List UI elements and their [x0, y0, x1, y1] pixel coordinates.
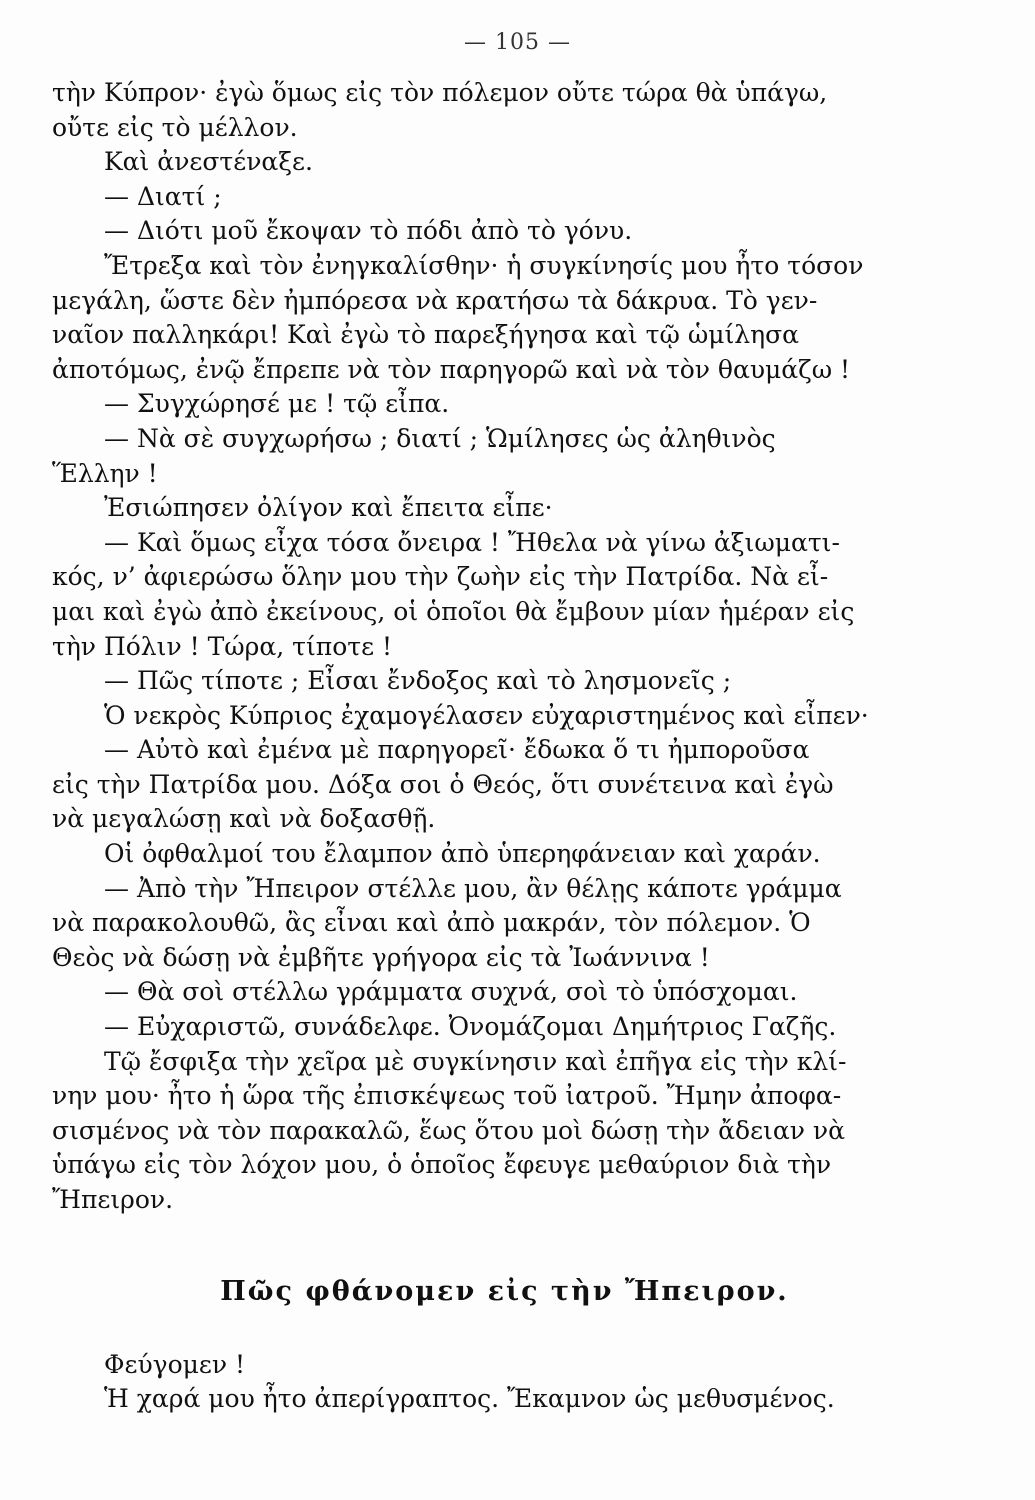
- text-line: μεγάλη, ὥστε δὲν ἠμπόρεσα νὰ κρατήσω τὰ δάκρυα. Τὸ γεν-: [52, 285, 818, 315]
- text-line: τὴν Κύπρον· ἐγὼ ὅμως εἰς τὸν πόλεμον οὔτε τώρα θὰ ὑπάγω,: [52, 78, 828, 107]
- text-line: ναῖον παλληκάρι! Καὶ ἐγὼ τὸ παρεξήγησα καὶ τῷ ὡμίλησα: [52, 320, 800, 350]
- text-line: — Καὶ ὅμως εἶχα τόσα ὄνειρα ! Ἤθελα νὰ γίνω ἀξιωματι-: [104, 527, 840, 557]
- text-line: Ἕλλην !: [52, 458, 158, 488]
- text-line: Ἔτρεξα καὶ τὸν ἐνηγκαλίσθην· ἡ συγκίνησίς μου ἦτο τόσον: [104, 250, 864, 280]
- text-line: Ὁ νεκρὸς Κύπριος ἐχαμογέλασεν εὐχαριστημένος καὶ εἶπεν·: [104, 700, 869, 730]
- text-line: σισμένος νὰ τὸν παρακαλῶ, ἕως ὅτου μοὶ δώσῃ τὴν ἄδειαν νὰ: [52, 1115, 845, 1145]
- heading-spacer: [52, 1322, 957, 1348]
- text-line: νὰ μεγαλώσῃ καὶ νὰ δοξασθῇ.: [52, 804, 436, 834]
- text-line: Θεὸς νὰ δώσῃ νὰ ἐμβῆτε γρήγορα εἰς τὰ Ἰωάννινα !: [52, 942, 710, 972]
- text-line: νην μου· ἦτο ἡ ὥρα τῆς ἐπισκέψεως τοῦ ἰατροῦ. Ἤμην ἀποφα-: [52, 1081, 842, 1111]
- text-line: — Πῶς τίποτε ; Εἶσαι ἔνδοξος καὶ τὸ λησμονεῖς ;: [104, 666, 732, 696]
- text-line: — Ἀπὸ τὴν Ἤπειρον στέλλε μου, ἂν θέλῃς κάποτε γράμμα: [104, 873, 842, 903]
- text-line: οὔτε εἰς τὸ μέλλον.: [52, 112, 298, 142]
- text-line: εἰς τὴν Πατρίδα μου. Δόξα σοι ὁ Θεός, ὅτι συνέτεινα καὶ ἐγὼ: [52, 769, 834, 799]
- text-line: Ἤπειρον.: [52, 1185, 174, 1214]
- paragraphs-before-heading: [52, 76, 957, 1218]
- text-line: — Νὰ σὲ συγχωρήσω ; διατί ; Ὡμίλησες ὡς ἀληθινὸς: [104, 423, 776, 453]
- paragraphs-after-heading: [52, 1348, 957, 1417]
- text-line: — Εὐχαριστῶ, συνάδελφε. Ὀνομάζομαι Δημήτριος Γαζῆς.: [104, 1012, 837, 1042]
- text-line: — Θὰ σοὶ στέλλω γράμματα συχνά, σοὶ τὸ ὑπόσχομαι.: [104, 977, 798, 1007]
- body-text: [52, 76, 957, 1417]
- text-line: μαι καὶ ἐγὼ ἀπὸ ἐκείνους, οἱ ὁποῖοι θὰ ἔμβουν μίαν ἡμέραν εἰς: [52, 596, 855, 626]
- text-line: — Διατί ;: [104, 181, 222, 211]
- text-line: ὑπάγω εἰς τὸν λόχον μου, ὁ ὁποῖος ἔφευγε μεθαύριον διὰ τὴν: [52, 1150, 832, 1180]
- page-number: — 105 —: [464, 30, 571, 55]
- text-line: νὰ παρακολουθῶ, ἂς εἶναι καὶ ἀπὸ μακράν, τὸν πόλεμον. Ὁ: [52, 908, 811, 938]
- text-line: Οἱ ὀφθαλμοί του ἔλαμπον ἀπὸ ὑπερηφάνειαν καὶ χαράν.: [104, 839, 821, 869]
- text-line: — Αὐτὸ καὶ ἐμένα μὲ παρηγορεῖ· ἔδωκα ὅ τι ἠμποροῦσα: [104, 735, 810, 765]
- text-line: Φεύγομεν !: [104, 1349, 246, 1379]
- text-line: Καὶ ἀνεστέναξε.: [104, 147, 313, 177]
- text-line: Ἐσιώπησεν ὀλίγον καὶ ἔπειτα εἶπε·: [104, 493, 553, 523]
- text-line: τὴν Πόλιν ! Τώρα, τίποτε !: [52, 631, 393, 661]
- text-line: — Διότι μοῦ ἔκοψαν τὸ πόδι ἀπὸ τὸ γόνυ.: [104, 216, 633, 246]
- section-heading: Πῶς φθάνομεν εἰς τὴν Ἤπειρον.: [220, 1275, 789, 1307]
- text-line: — Συγχώρησέ με ! τῷ εἶπα.: [104, 389, 450, 419]
- text-line: Ἡ χαρά μου ἦτο ἀπερίγραπτος. Ἔκαμνον ὡς μεθυσμένος.: [104, 1384, 835, 1414]
- text-line: κός, ν’ ἀφιερώσω ὅλην μου τὴν ζωὴν εἰς τὴν Πατρίδα. Νὰ εἶ-: [52, 562, 829, 592]
- text-line: Τῷ ἔσφιξα τὴν χεῖρα μὲ συγκίνησιν καὶ ἐπῆγα εἰς τὴν κλί-: [104, 1046, 847, 1076]
- text-line: ἀποτόμως, ἐνῷ ἔπρεπε νὰ τὸν παρηγορῶ καὶ νὰ τὸν θαυμάζω !: [52, 354, 851, 384]
